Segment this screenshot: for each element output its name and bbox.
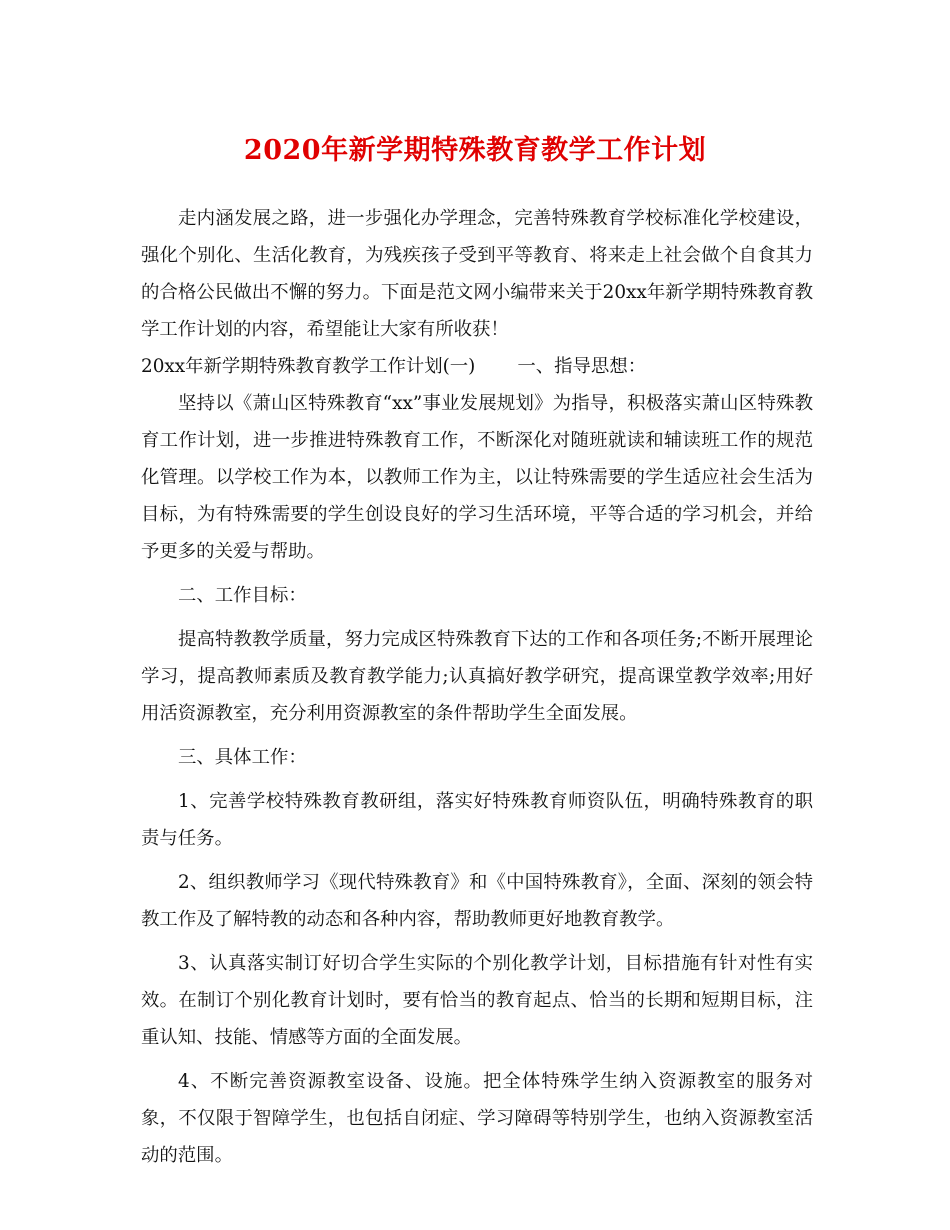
list-item: 4、不断完善资源教室设备、设施。把全体特殊学生纳入资源教室的服务对象，不仅限于智障学生，也包括自闭症、学习障碍等特别学生，也纳入资源教室活动的范围。 <box>141 1071 813 1166</box>
plan-heading: 20xx年新学期特殊教育教学工作计划(一) <box>141 356 476 377</box>
section3-heading: 三、具体工作： <box>178 747 307 768</box>
list-item: 3、认真落实制订好切合学生实际的个别化教学计划，目标措施有针对性有实效。在制订个别化教育计划时，要有恰当的教育起点、恰当的长期和短期目标，注重认知、技能、情感等方面的全面发展。 <box>141 953 813 1048</box>
intro-paragraph: 走内涵发展之路，进一步强化办学理念，完善特殊教育学校标准化学校建设，强化个别化、生活化教育，为残疾孩子受到平等教育、将来走上社会做个自食其力的合格公民做出不懈的努力。下面是范文网小编带来关于20xx年新学期特殊教育教学工作计划的内容，希望能让大家有所收获！ <box>141 208 813 340</box>
plan-heading-line <box>141 348 813 385</box>
list-item: 1、完善学校特殊教育教研组，落实好特殊教育师资队伍，明确特殊教育的职责与任务。 <box>141 791 813 849</box>
section1-heading: 一、指导思想： <box>517 356 647 377</box>
section2-paragraph: 提高特教教学质量，努力完成区特殊教育下达的工作和各项任务;不断开展理论学习，提高教师素质及教育教学能力;认真搞好教学研究，提高课堂教学效率;用好用活资源教室，充分利用资源教室的条件帮助学生全面发展。 <box>141 629 813 724</box>
list-item: 2、组织教师学习《现代特殊教育》和《中国特殊教育》，全面、深刻的领会特教工作及了解特教的动态和各种内容，帮助教师更好地教育教学。 <box>141 872 813 930</box>
document-title: 2020年新学期特殊教育教学工作计划 <box>243 135 707 166</box>
section2-heading: 二、工作目标： <box>178 585 307 606</box>
section1-paragraph: 坚持以《萧山区特殊教育“xx”事业发展规划》为指导，积极落实萧山区特殊教育工作计划，进一步推进特殊教育工作，不断深化对随班就读和辅读班工作的规范化管理。以学校工作为本，以教师工作为主，以让特殊需要的学生适应社会生活为目标，为有特殊需要的学生创设良好的学习生活环境，平等合适的学习机会，并给予更多的关爱与帮助。 <box>141 393 813 562</box>
document-body <box>141 200 813 1174</box>
